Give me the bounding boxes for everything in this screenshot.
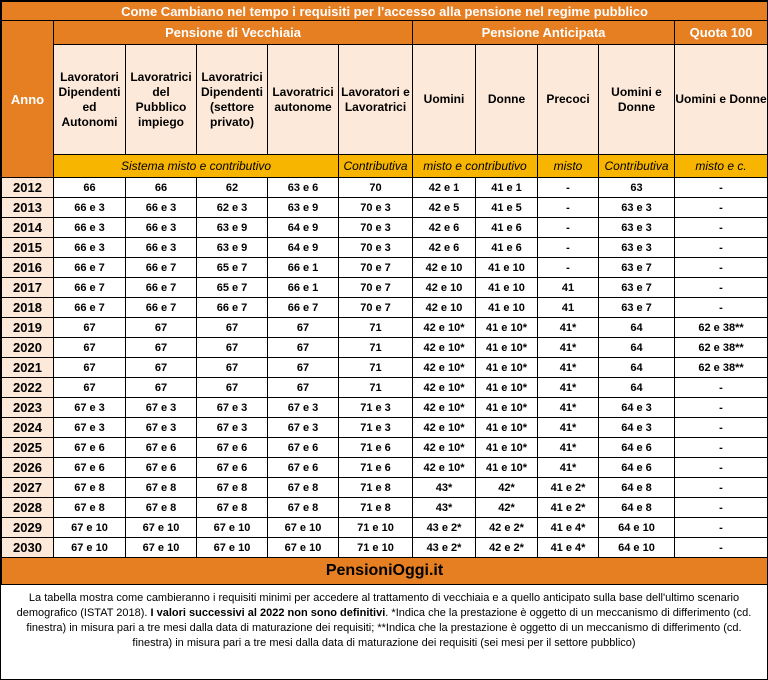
- table-cell: -: [538, 218, 599, 238]
- table-cell: 67: [197, 318, 268, 338]
- table-cell: -: [538, 258, 599, 278]
- table-cell: 71 e 3: [339, 418, 413, 438]
- table-cell: 64 e 9: [268, 238, 339, 258]
- year-cell: 2023: [2, 398, 54, 418]
- table-cell: 41 e 5: [476, 198, 538, 218]
- table-cell: 67: [268, 358, 339, 378]
- table-cell: 67 e 6: [54, 458, 126, 478]
- pension-requirements-table: [1, 1, 768, 585]
- table-row: [2, 258, 768, 278]
- table-cell: 41: [538, 278, 599, 298]
- column-header: Lavoratrici del Pubblico impiego: [126, 45, 197, 155]
- table-cell: -: [675, 298, 768, 318]
- table-cell: 41 e 2*: [538, 478, 599, 498]
- table-cell: -: [538, 178, 599, 198]
- table-cell: 67 e 10: [268, 518, 339, 538]
- table-cell: 42 e 10*: [413, 338, 476, 358]
- table-cell: 67 e 3: [268, 418, 339, 438]
- system-label-misto: Sistema misto e contributivo: [54, 155, 339, 178]
- system-label-misto-contributivo: misto e contributivo: [413, 155, 538, 178]
- year-cell: 2027: [2, 478, 54, 498]
- table-cell: 63 e 9: [197, 218, 268, 238]
- column-header-row: [2, 45, 768, 155]
- table-cell: 67 e 3: [54, 418, 126, 438]
- table-cell: 41 e 4*: [538, 538, 599, 558]
- table-cell: 41*: [538, 338, 599, 358]
- table-cell: 42 e 6: [413, 218, 476, 238]
- table-cell: 66 e 7: [54, 278, 126, 298]
- table-cell: 41*: [538, 378, 599, 398]
- table-cell: 64: [599, 338, 675, 358]
- year-cell: 2025: [2, 438, 54, 458]
- table-cell: -: [675, 538, 768, 558]
- table-cell: 67: [268, 378, 339, 398]
- column-header: Lavoratori e Lavoratrici: [339, 45, 413, 155]
- table-cell: 62 e 38**: [675, 318, 768, 338]
- table-cell: 63 e 7: [599, 258, 675, 278]
- table-cell: 42 e 6: [413, 238, 476, 258]
- table-row: [2, 398, 768, 418]
- table-cell: 67: [126, 378, 197, 398]
- table-cell: -: [538, 238, 599, 258]
- system-label-contributiva: Contributiva: [339, 155, 413, 178]
- table-cell: 67: [268, 338, 339, 358]
- year-cell: 2024: [2, 418, 54, 438]
- year-cell: 2021: [2, 358, 54, 378]
- table-cell: 67 e 6: [268, 438, 339, 458]
- table-cell: -: [675, 218, 768, 238]
- footnote: [1, 585, 767, 651]
- table-cell: 65 e 7: [197, 258, 268, 278]
- table-cell: 67 e 3: [197, 418, 268, 438]
- year-cell: 2014: [2, 218, 54, 238]
- table-cell: 41: [538, 298, 599, 318]
- table-cell: 41 e 6: [476, 238, 538, 258]
- table-cell: 66 e 7: [126, 298, 197, 318]
- table-cell: 67 e 8: [126, 478, 197, 498]
- table-cell: 41 e 10*: [476, 418, 538, 438]
- table-cell: 43 e 2*: [413, 518, 476, 538]
- table-cell: 67: [197, 338, 268, 358]
- table-cell: 42 e 10*: [413, 438, 476, 458]
- table-row: [2, 198, 768, 218]
- table-cell: 67 e 10: [197, 518, 268, 538]
- table-cell: 64 e 3: [599, 398, 675, 418]
- table-cell: 66 e 1: [268, 258, 339, 278]
- group-header-quota100: Quota 100: [675, 21, 768, 45]
- table-cell: 66 e 7: [54, 298, 126, 318]
- table-cell: 71: [339, 358, 413, 378]
- table-row: [2, 318, 768, 338]
- table-cell: 67: [54, 338, 126, 358]
- table-cell: 63 e 3: [599, 238, 675, 258]
- table-cell: 71 e 10: [339, 538, 413, 558]
- table-cell: -: [675, 258, 768, 278]
- table-cell: -: [675, 518, 768, 538]
- table-cell: 42 e 10*: [413, 358, 476, 378]
- table-cell: 62 e 38**: [675, 358, 768, 378]
- column-header: Uomini e Donne: [599, 45, 675, 155]
- table-cell: 62 e 3: [197, 198, 268, 218]
- table-cell: 67 e 8: [268, 498, 339, 518]
- table-cell: 71: [339, 338, 413, 358]
- table-cell: 41 e 10*: [476, 318, 538, 338]
- table-cell: 67 e 8: [126, 498, 197, 518]
- table-cell: 66 e 3: [126, 198, 197, 218]
- table-cell: 67 e 10: [268, 538, 339, 558]
- table-cell: 66 e 7: [268, 298, 339, 318]
- table-cell: 67: [126, 358, 197, 378]
- year-cell: 2029: [2, 518, 54, 538]
- year-cell: 2030: [2, 538, 54, 558]
- table-cell: 41 e 10*: [476, 458, 538, 478]
- table-cell: 67 e 8: [197, 478, 268, 498]
- table-cell: 42 e 10*: [413, 378, 476, 398]
- footnote-bold-text: I valori successivi al 2022 non sono definitivi: [150, 607, 386, 619]
- table-cell: 63 e 6: [268, 178, 339, 198]
- table-cell: 67 e 8: [197, 498, 268, 518]
- table-cell: 71 e 6: [339, 438, 413, 458]
- table-cell: 67 e 8: [268, 478, 339, 498]
- table-cell: 42 e 10*: [413, 458, 476, 478]
- table-cell: 67: [54, 378, 126, 398]
- table-cell: 64 e 3: [599, 418, 675, 438]
- table-cell: 64: [599, 358, 675, 378]
- table-cell: 63 e 7: [599, 298, 675, 318]
- table-cell: 71 e 10: [339, 518, 413, 538]
- table-cell: 71 e 3: [339, 398, 413, 418]
- table-cell: 67: [268, 318, 339, 338]
- table-row: [2, 278, 768, 298]
- table-cell: 41 e 10*: [476, 358, 538, 378]
- year-cell: 2019: [2, 318, 54, 338]
- table-cell: -: [675, 198, 768, 218]
- table-cell: 67: [54, 318, 126, 338]
- footnote-asterisk-notes: . *Indica che la prestazione è oggetto di un meccanismo di differimento (cd. finestra) in misura pari a tre mesi dalla data di maturazione dei requisiti; **Indica che la prestazione è oggetto di un meccanismo di differimento (cd. finestra) in misura pari a tre mesi dalla data di maturazione dei requisiti (sei mesi per il settore pubblico): [26, 607, 752, 649]
- table-cell: 67: [197, 378, 268, 398]
- table-cell: -: [675, 458, 768, 478]
- column-header: Lavoratrici autonome: [268, 45, 339, 155]
- table-cell: 64 e 6: [599, 458, 675, 478]
- table-cell: 66 e 3: [126, 238, 197, 258]
- table-cell: -: [675, 238, 768, 258]
- table-cell: 43 e 2*: [413, 538, 476, 558]
- brand-label: PensioniOggi.it: [2, 558, 768, 585]
- table-cell: 42 e 2*: [476, 538, 538, 558]
- table-cell: 71: [339, 378, 413, 398]
- table-cell: 66 e 3: [54, 238, 126, 258]
- table-cell: -: [675, 498, 768, 518]
- table-cell: -: [675, 278, 768, 298]
- table-cell: -: [675, 378, 768, 398]
- table-cell: 62 e 38**: [675, 338, 768, 358]
- table-cell: 70 e 3: [339, 218, 413, 238]
- table-cell: 64 e 8: [599, 478, 675, 498]
- table-cell: 42 e 2*: [476, 518, 538, 538]
- table-row: [2, 458, 768, 478]
- table-cell: 41 e 10*: [476, 338, 538, 358]
- table-cell: 42 e 1: [413, 178, 476, 198]
- table-cell: 66 e 3: [54, 218, 126, 238]
- table-cell: 41*: [538, 398, 599, 418]
- group-header-vecchiaia: Pensione di Vecchiaia: [54, 21, 413, 45]
- table-cell: 42 e 5: [413, 198, 476, 218]
- year-cell: 2015: [2, 238, 54, 258]
- table-cell: 41 e 10: [476, 298, 538, 318]
- table-cell: 41*: [538, 458, 599, 478]
- table-row: [2, 358, 768, 378]
- table-row: [2, 518, 768, 538]
- table-cell: 41*: [538, 358, 599, 378]
- column-header: Lavoratrici Dipendenti (settore privato): [197, 45, 268, 155]
- table-row: [2, 538, 768, 558]
- table-cell: 42 e 10*: [413, 318, 476, 338]
- table-cell: 71 e 8: [339, 478, 413, 498]
- table-cell: -: [675, 398, 768, 418]
- table-cell: 63: [599, 178, 675, 198]
- table-cell: 67 e 3: [126, 398, 197, 418]
- table-cell: 41 e 10: [476, 278, 538, 298]
- table-cell: 71: [339, 318, 413, 338]
- table-cell: 66 e 7: [54, 258, 126, 278]
- year-cell: 2013: [2, 198, 54, 218]
- table-cell: 67: [54, 358, 126, 378]
- table-cell: 66 e 1: [268, 278, 339, 298]
- column-header: Precoci: [538, 45, 599, 155]
- system-label-quota100: misto e c.: [675, 155, 768, 178]
- group-header-anticipata: Pensione Anticipata: [413, 21, 675, 45]
- table-cell: 67 e 8: [54, 478, 126, 498]
- table-row: [2, 178, 768, 198]
- table-cell: 41 e 2*: [538, 498, 599, 518]
- table-cell: 42*: [476, 478, 538, 498]
- table-cell: 66: [126, 178, 197, 198]
- column-header: Uomini e Donne: [675, 45, 768, 155]
- table-cell: 67 e 3: [268, 398, 339, 418]
- table-cell: 64 e 10: [599, 518, 675, 538]
- year-cell: 2012: [2, 178, 54, 198]
- year-cell: 2020: [2, 338, 54, 358]
- table-cell: 63 e 9: [197, 238, 268, 258]
- table-cell: 70 e 7: [339, 258, 413, 278]
- table-cell: 67 e 6: [126, 458, 197, 478]
- table-cell: 67 e 8: [54, 498, 126, 518]
- year-column-header: Anno: [2, 21, 54, 178]
- table-cell: 41*: [538, 438, 599, 458]
- table-cell: 41 e 10*: [476, 438, 538, 458]
- table-cell: 67 e 3: [126, 418, 197, 438]
- table-cell: 67 e 3: [197, 398, 268, 418]
- footnote-text: La tabella mostra come cambieranno i requisiti minimi per accedere al trattamento di vecchiaia e a quello anticipato sulla base dell'ultimo scenario demografico (ISTAT 2018).: [16, 592, 740, 619]
- table-cell: 67 e 10: [54, 538, 126, 558]
- table-cell: 70 e 7: [339, 298, 413, 318]
- table-cell: 41 e 4*: [538, 518, 599, 538]
- table-cell: 42 e 10*: [413, 398, 476, 418]
- table-cell: 42 e 10: [413, 298, 476, 318]
- table-cell: 41 e 1: [476, 178, 538, 198]
- table-cell: -: [675, 478, 768, 498]
- table-row: [2, 478, 768, 498]
- table-row: [2, 498, 768, 518]
- table-cell: 66 e 7: [126, 258, 197, 278]
- table-cell: 63 e 3: [599, 218, 675, 238]
- system-label-contributiva-anticipata: Contributiva: [599, 155, 675, 178]
- table-cell: 67: [126, 318, 197, 338]
- table-cell: 71 e 6: [339, 458, 413, 478]
- table-row: [2, 438, 768, 458]
- table-cell: 67 e 6: [54, 438, 126, 458]
- table-cell: 70: [339, 178, 413, 198]
- table-cell: 67 e 10: [197, 538, 268, 558]
- table-cell: 64 e 10: [599, 538, 675, 558]
- table-cell: 63 e 9: [268, 198, 339, 218]
- table-row: [2, 218, 768, 238]
- table-cell: 41 e 6: [476, 218, 538, 238]
- table-cell: 67 e 6: [268, 458, 339, 478]
- table-cell: 70 e 3: [339, 238, 413, 258]
- table-cell: 67 e 10: [126, 538, 197, 558]
- table-cell: 42 e 10: [413, 258, 476, 278]
- year-cell: 2017: [2, 278, 54, 298]
- year-cell: 2028: [2, 498, 54, 518]
- table-cell: 42*: [476, 498, 538, 518]
- table-row: [2, 338, 768, 358]
- table-cell: 64 e 6: [599, 438, 675, 458]
- table-cell: 63 e 3: [599, 198, 675, 218]
- table-title: Come Cambiano nel tempo i requisiti per l'accesso alla pensione nel regime pubblico: [2, 2, 768, 21]
- table-cell: 41*: [538, 318, 599, 338]
- table-row: [2, 378, 768, 398]
- table-cell: 67 e 6: [126, 438, 197, 458]
- table-cell: 66 e 7: [197, 298, 268, 318]
- table-body: [2, 178, 768, 558]
- table-cell: 67 e 6: [197, 438, 268, 458]
- table-cell: 42 e 10*: [413, 418, 476, 438]
- table-cell: 64 e 9: [268, 218, 339, 238]
- table-cell: 67 e 10: [126, 518, 197, 538]
- table-cell: 67 e 10: [54, 518, 126, 538]
- column-header: Lavoratori Dipendenti ed Autonomi: [54, 45, 126, 155]
- table-row: [2, 238, 768, 258]
- column-header: Donne: [476, 45, 538, 155]
- table-cell: 41*: [538, 418, 599, 438]
- table-cell: -: [675, 418, 768, 438]
- table-cell: 66 e 3: [54, 198, 126, 218]
- table-cell: 41 e 10: [476, 258, 538, 278]
- table-cell: -: [538, 198, 599, 218]
- table-cell: 43*: [413, 478, 476, 498]
- table-cell: 64 e 8: [599, 498, 675, 518]
- table-cell: -: [675, 178, 768, 198]
- table-cell: 70 e 3: [339, 198, 413, 218]
- table-cell: 41 e 10*: [476, 378, 538, 398]
- table-cell: 67: [126, 338, 197, 358]
- table-cell: 42 e 10: [413, 278, 476, 298]
- table-cell: -: [675, 438, 768, 458]
- table-cell: 66 e 7: [126, 278, 197, 298]
- table-cell: 67 e 6: [197, 458, 268, 478]
- table-cell: 67 e 3: [54, 398, 126, 418]
- table-cell: 65 e 7: [197, 278, 268, 298]
- system-label-misto-precoci: misto: [538, 155, 599, 178]
- table-cell: 71 e 8: [339, 498, 413, 518]
- year-cell: 2026: [2, 458, 54, 478]
- table-cell: 41 e 10*: [476, 398, 538, 418]
- table-cell: 70 e 7: [339, 278, 413, 298]
- table-cell: 63 e 7: [599, 278, 675, 298]
- year-cell: 2016: [2, 258, 54, 278]
- table-cell: 66 e 3: [126, 218, 197, 238]
- table-cell: 64: [599, 318, 675, 338]
- year-cell: 2022: [2, 378, 54, 398]
- table-cell: 66: [54, 178, 126, 198]
- table-row: [2, 418, 768, 438]
- year-cell: 2018: [2, 298, 54, 318]
- table-row: [2, 298, 768, 318]
- table-cell: 67: [197, 358, 268, 378]
- column-header: Uomini: [413, 45, 476, 155]
- table-cell: 62: [197, 178, 268, 198]
- table-cell: 43*: [413, 498, 476, 518]
- table-cell: 64: [599, 378, 675, 398]
